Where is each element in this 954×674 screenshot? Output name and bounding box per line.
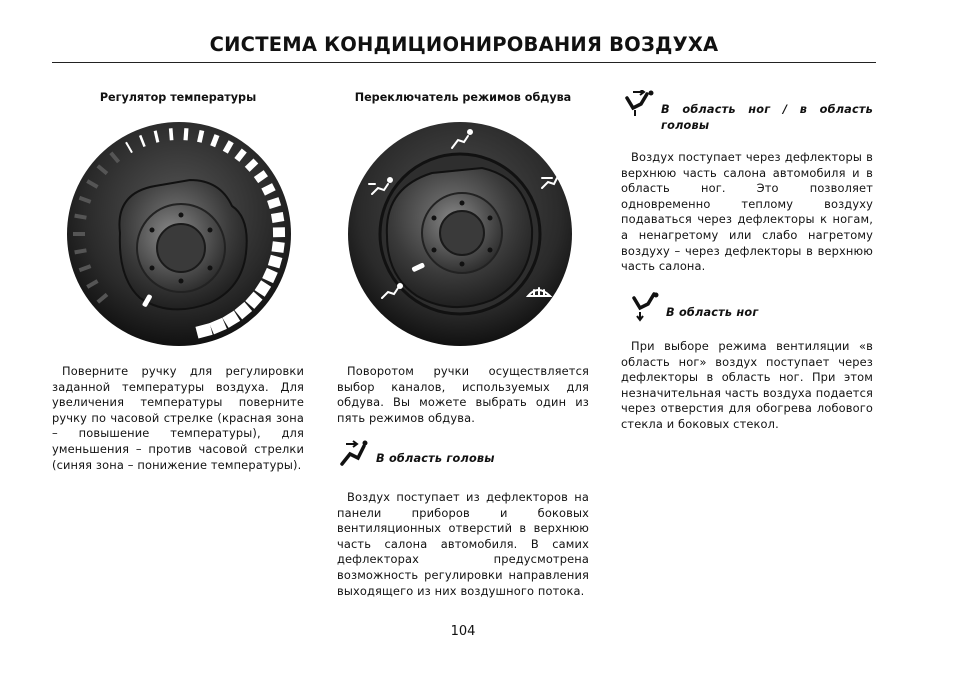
mode-head-description: Воздух поступает из дефлекторов на панели приборов и боковых вентиляционных отверстий в верхнюю часть салона автомобиля. В самих дефлекторах предусмотрена возможность регулировки направления выходящего из них воздушного потока.: [337, 490, 589, 598]
temperature-description: Поверните ручку для регулировки заданной температуры воздуха. Для увеличения температуры поверните ручку по часовой стрелке (красная зона – повышение температуры), для уменьшения – против часовой стрелки (синяя зона – понижение температуры).: [52, 364, 304, 472]
temperature-scale-segment: [273, 227, 285, 237]
title-divider: [52, 62, 876, 63]
knob-center: [157, 224, 205, 272]
mode-feet-head-label: В область ног / в область головы: [661, 103, 873, 132]
temperature-scale-segment: [271, 212, 284, 223]
temperature-heading: Регулятор температуры: [99, 91, 257, 104]
knob-center: [440, 211, 484, 255]
temperature-knob-image: [60, 118, 298, 350]
airflow-mode-knob-image: [342, 118, 580, 350]
mode-feet-heading: [628, 292, 874, 325]
airflow-mode-heading: Переключатель режимов обдува: [354, 91, 572, 104]
airflow-feet-head-icon: [621, 90, 655, 123]
mode-feet-description: При выборе режима вентиляции «в область ног» воздух поступает через дефлекторы в область ног. При этом незначительная часть воздуха подается через отверстия для обогрева лобового стекла и боковых стекол.: [621, 339, 873, 431]
page-title: СИСТЕМА КОНДИЦИОНИРОВАНИЯ ВОЗДУХА: [209, 33, 719, 56]
temperature-scale-segment: [183, 128, 188, 140]
airflow-head-icon: [338, 440, 370, 471]
temperature-scale-segment: [73, 232, 85, 236]
mode-feet-head-description: Воздух поступает через дефлекторы в верхнюю часть салона автомобиля и в область ног. Это позволяет одновременно теплому воздуху подаваться через дефлекторы к ногам, а ненагретому или слабо нагретому воздуху – через дефлекторы в верхнюю часть салона.: [621, 150, 873, 274]
mode-feet-head-heading: [621, 88, 873, 134]
mode-head-label: В область головы: [376, 452, 495, 465]
temperature-scale-segment: [272, 241, 285, 253]
airflow-mode-description: Поворотом ручки осуществляется выбор каналов, используемых для обдува. Вы можете выбрать один из пять режимов обдува.: [337, 364, 589, 425]
mode-head-heading: [338, 440, 592, 471]
airflow-feet-icon: [628, 292, 660, 325]
mode-feet-label: В область ног: [666, 306, 759, 319]
page-number: 104: [450, 624, 476, 639]
